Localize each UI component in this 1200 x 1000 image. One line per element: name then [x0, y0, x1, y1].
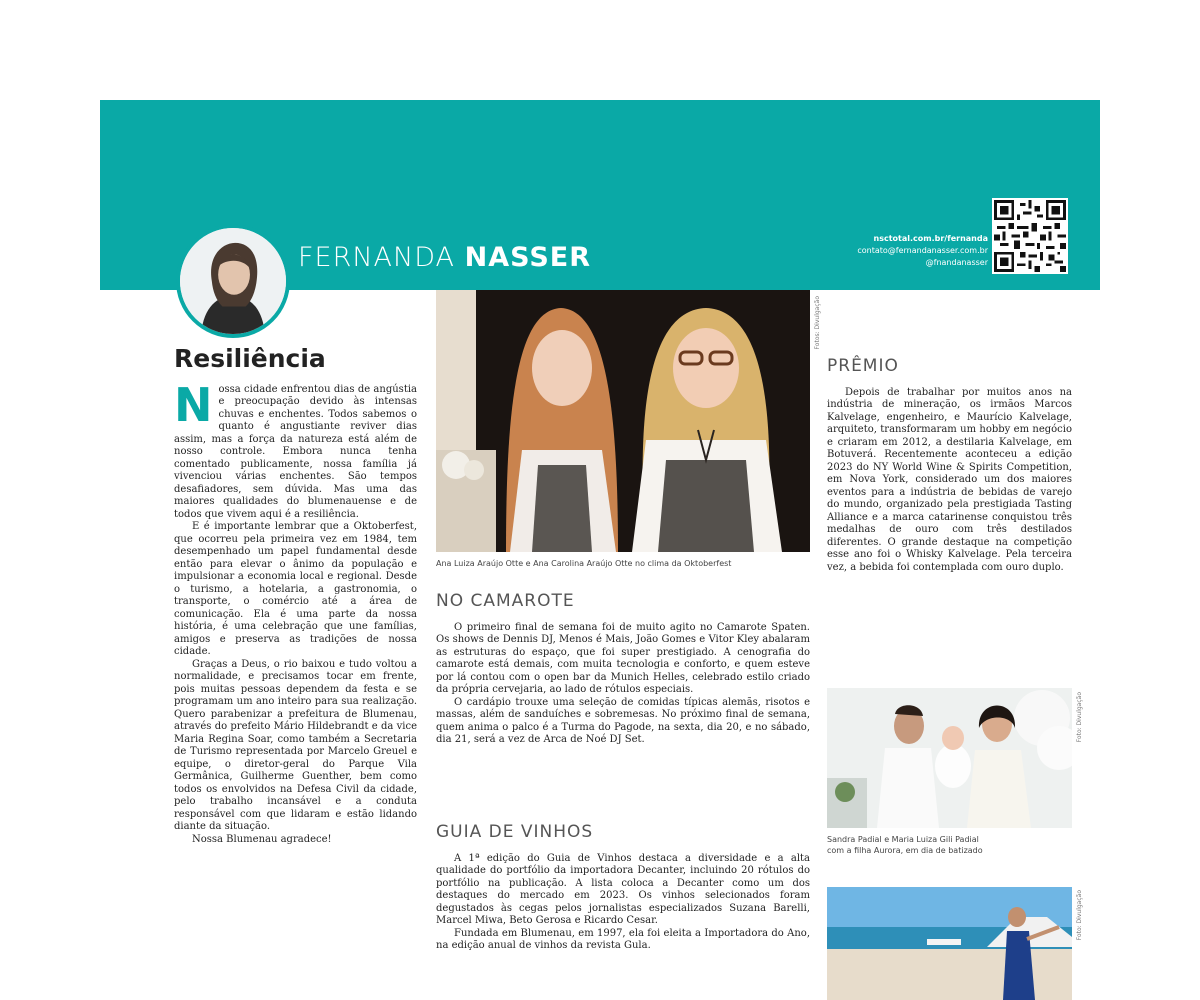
article-paragraph: E é importante lembrar que a Oktoberfest, que ocorreu pela primeira vez em 1984, tem desempenhado um papel fundamental desde então para elevar o ânimo da população e impulsionar a economia local e regional. Desde o turismo, a hotelaria, a gastronomia, o transporte, o comércio até a área de comunicação. Ela é uma parte da nossa história, é uma celebração que une famílias, amigos e preserva as tradições de nossa cidade.: [174, 521, 417, 657]
drop-cap: N: [174, 377, 213, 432]
main-article: [174, 345, 417, 846]
photo-caption: [827, 834, 1072, 856]
photo-caption: Ana Luiza Araújo Otte e Ana Carolina Araújo Otte no clima da Oktoberfest: [436, 559, 732, 568]
author-email: contato@fernandanasser.com.br: [857, 246, 988, 255]
caption-line: com a filha Aurora, em dia de batizado: [827, 846, 983, 855]
camarote-paragraph: O primeiro final de semana foi de muito agito no Camarote Spaten. Os shows de Dennis DJ, Menos é Mais, João Gomes e Vitor Kley abalaram as estruturas do espaço, que foi super prestigiado. A cenografia do camarote está demais, com muita tecnologia e conforto, e quem esteve por lá contou com o open bar da Munich Helles, celebrado estilo criado da própria cervejaria, ao lado de rótulos especiais.: [436, 621, 810, 695]
author-contacts: [857, 233, 988, 269]
baptism-photo: [827, 688, 1072, 828]
photo-credit: Fotos: Divulgação: [814, 296, 821, 350]
section-title-vinhos: GUIA DE VINHOS: [436, 822, 594, 842]
section-title-camarote: NO CAMAROTE: [436, 591, 575, 611]
author-last-name: NASSER: [464, 242, 592, 273]
caption-line: Sandra Padial e Maria Luiza Gili Padial: [827, 835, 979, 844]
vinhos-paragraph: A 1ª edição do Guia de Vinhos destaca a diversidade e a alta qualidade do portfólio da importadora Decanter, incluindo 20 rótulos do portfólio na publicação. A lista coloca a Decanter como um dos destaques do mercado em 2023. Os vinhos selecionados foram degustados às cegas pelos jornalistas especializados Suzana Barelli, Marcel Miwa, Beto Gerosa e Ricardo Cesar.: [436, 852, 810, 926]
newspaper-page: [100, 100, 1100, 1000]
vinhos-section: [436, 822, 810, 953]
author-name: [298, 242, 591, 273]
section-title-premio: PRÊMIO: [827, 356, 899, 376]
premio-paragraph: Depois de trabalhar por muitos anos na indústria de mineração, os irmãos Marcos Kalvelage, engenheiro, e Maurício Kalvelage, arquiteto, transformaram um hobby em negócio e criaram em 2012, a destilaria Kalvelage, em Botuverá. Recentemente aconteceu a edição 2023 do NY World Wine & Spirits Competition, em Nova York, considerado um dos maiores eventos para a indústria de bebidas de varejo do mundo, organizado pela prestigiada Tasting Alliance e a marca catarinense conquistou três medalhas de ouro com três destilados diferentes. O grande destaque na competição esse ano foi o Whisky Kalvelage. Pela terceira vez, a bebida foi contemplada com ouro duplo.: [827, 386, 1072, 573]
photo-credit: Foto: Divulgação: [1076, 692, 1083, 743]
author-site: nsctotal.com.br/fernanda: [873, 234, 988, 243]
article-headline: Resiliência: [174, 344, 326, 373]
article-paragraph: Nossa cidade enfrentou dias de angústia e preocupação devido às intensas chuvas e enchentes. Todos sabemos o quanto é angustiante reviver dias assim, mas a força da natureza está além de nosso controle. Embora nunca tenha comentado publicamente, nossa família já vivenciou várias enchentes. São tempos desafiadores, sem dúvida. Mas uma das maiores qualidades do blumenauense e de todos que vivem aqui é a resiliência.: [174, 377, 417, 520]
article-paragraph: Graças a Deus, o rio baixou e tudo voltou a normalidade, e precisamos tocar em frente, pois muitas pessoas dependem da festa e se programam um ano inteiro para sua realização. Quero parabenizar a prefeitura de Blumenau, através do prefeito Mário Hildebrandt e da vice Maria Regina Soar, como também a Secretaria de Turismo representada por Marcelo Greuel e equipe, o diretor-geral do Parque Vila Germânica, Guilherme Guenther, bem como todos os envolvidos na Defesa Civil da cidade, pelo trabalho incansável e a conduta responsável com que lidaram e estão lidando diante da situação.: [174, 658, 417, 832]
author-first-name: FERNANDA: [298, 242, 456, 273]
author-social: @fnandanasser: [925, 258, 988, 267]
article-paragraph: Nossa Blumenau agradece!: [192, 833, 332, 845]
header-banner: [100, 100, 1100, 290]
photo-credit: Foto: Divulgação: [1076, 890, 1083, 941]
vinhos-paragraph: Fundada em Blumenau, em 1997, ela foi eleita a Importadora do Ano, na edição anual de vinhos da revista Gula.: [436, 927, 810, 951]
camarote-section: [436, 591, 810, 747]
author-avatar: [176, 224, 290, 338]
oktoberfest-photo: [436, 290, 810, 552]
camarote-paragraph: O cardápio trouxe uma seleção de comidas típicas alemãs, risotos e massas, além de sanduíches e sobremesas. No próximo final de semana, quem anima o palco é a Turma do Pagode, na sexta, dia 20, e no sábado, dia 21, será a vez de Arca de Noé DJ Set.: [436, 696, 810, 745]
beach-photo: [827, 887, 1072, 1000]
premio-section: [827, 356, 1072, 574]
qr-code-icon: [992, 198, 1068, 274]
